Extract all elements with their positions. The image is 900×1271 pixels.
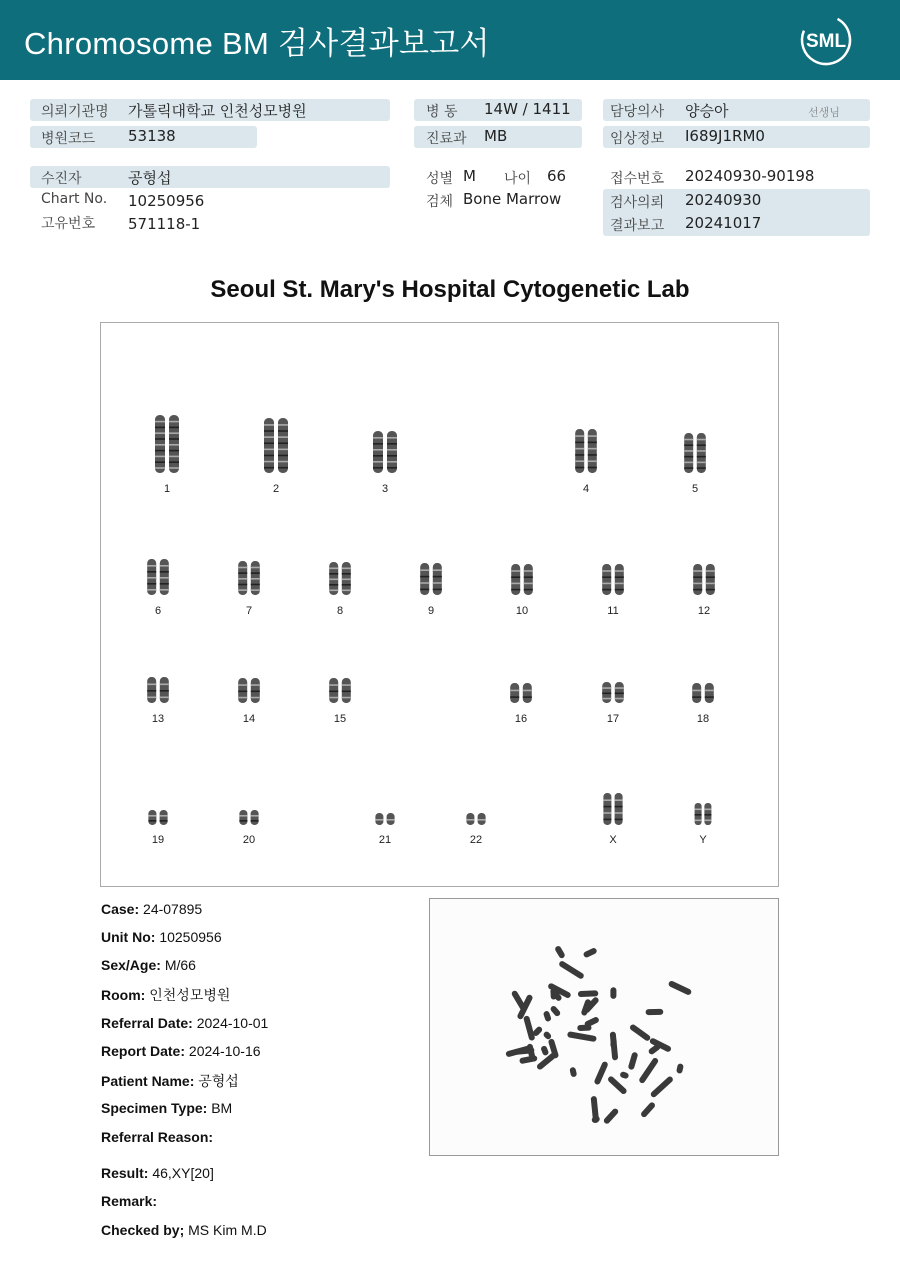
chr-label-x: X <box>609 834 617 846</box>
chromosome-pair-r3-1 <box>239 810 258 825</box>
metaphase-chromosome <box>603 1107 620 1125</box>
specimen-value: Bone Marrow <box>463 190 562 208</box>
lab-title: Seoul St. Mary's Hospital Cytogenetic Lab <box>210 276 690 303</box>
chromosome-pair-r3-2 <box>375 813 394 825</box>
chromosome-pair-r2-2 <box>329 678 351 703</box>
clinical-value: I689J1RM0 <box>685 127 765 145</box>
patient-label: 수진자 <box>41 171 82 187</box>
metaphase-chromosome <box>610 1038 617 1048</box>
report-sexage: Sex/Age: M/66 <box>101 957 196 973</box>
receipt-label: 접수번호 <box>610 171 665 187</box>
chromosome-pair-r1-4 <box>511 564 533 595</box>
chr-label-15: 15 <box>333 713 347 725</box>
doctor-suffix: 선생님 <box>808 106 840 119</box>
metaphase-chromosome <box>638 1057 659 1084</box>
report-label: 결과보고 <box>610 218 665 234</box>
age-value: 66 <box>547 167 567 185</box>
report-result: Result: 46,XY[20] <box>101 1165 214 1181</box>
patient-value: 공형섭 <box>128 169 172 187</box>
metaphase-chromosome <box>591 1115 601 1124</box>
karyotype-panel <box>100 322 779 887</box>
report-title: Chromosome BM 검사결과보고서 <box>24 26 490 61</box>
chr-label-10: 10 <box>515 605 529 617</box>
ward-value: 14W / 1411 <box>484 100 571 118</box>
metaphase-chromosome <box>554 945 566 959</box>
age-label: 나이 <box>504 171 532 187</box>
specimen-label: 검체 <box>426 194 454 210</box>
request-value: 20240930 <box>685 191 762 209</box>
chr-label-1: 1 <box>163 483 171 495</box>
unique-label: 고유번호 <box>41 216 96 232</box>
chromosome-pair-r0-1 <box>264 418 288 473</box>
metaphase-chromosome <box>619 1071 629 1079</box>
chr-label-18: 18 <box>696 713 710 725</box>
chromosome-pair-r1-3 <box>420 563 442 595</box>
chr-label-17: 17 <box>606 713 620 725</box>
chromosome-pair-r2-4 <box>602 682 624 703</box>
metaphase-chromosome <box>550 990 556 1000</box>
chr-label-2: 2 <box>272 483 280 495</box>
patient-bar <box>30 166 390 188</box>
report-report-date: Report Date: 2024-10-16 <box>101 1043 261 1059</box>
chr-label-22: 22 <box>469 834 483 846</box>
chromosome-pair-r0-4 <box>684 433 706 473</box>
report-specimen: Specimen Type: BM <box>101 1100 233 1116</box>
sex-label: 성별 <box>426 171 454 187</box>
metaphase-chromosome <box>549 1005 561 1018</box>
chromosome-pair-r3-4 <box>603 793 622 825</box>
metaphase-chromosome <box>511 990 527 1012</box>
metaphase-spread <box>430 899 778 1155</box>
doctor-label: 담당의사 <box>610 104 665 120</box>
chromosome-pair-r1-1 <box>238 561 260 595</box>
chr-label-y: Y <box>699 834 707 846</box>
request-label: 검사의뢰 <box>610 195 665 211</box>
report-remark: Remark: <box>101 1193 158 1209</box>
chr-label-3: 3 <box>381 483 389 495</box>
metaphase-chromosome <box>523 1015 535 1041</box>
metaphase-chromosome <box>593 1061 608 1086</box>
chr-label-11: 11 <box>607 605 619 617</box>
chromosome-pair-r1-0 <box>147 559 169 595</box>
chromosome-pair-r2-1 <box>238 678 260 703</box>
metaphase-chromosome <box>567 1031 597 1042</box>
institution-value: 가톨릭대학교 인천성모병원 <box>128 102 307 120</box>
metaphase-chromosome <box>610 987 616 999</box>
hospital-code-label: 병원코드 <box>41 131 96 147</box>
metaphase-image <box>429 898 779 1156</box>
metaphase-chromosome <box>640 1101 656 1118</box>
metaphase-chromosome <box>543 1010 552 1022</box>
ward-label: 병 동 <box>426 104 458 120</box>
chr-label-21: 21 <box>378 834 392 846</box>
metaphase-chromosome <box>578 990 599 997</box>
metaphase-chromosome <box>577 1025 591 1032</box>
chromosome-pair-r0-2 <box>373 431 397 473</box>
chromosome-pair-r2-0 <box>147 677 169 703</box>
chr-label-5: 5 <box>691 483 699 495</box>
dept-label: 진료과 <box>426 131 467 147</box>
metaphase-chromosome <box>569 1067 577 1078</box>
report-patient-name: Patient Name: 공형섭 <box>101 1073 239 1089</box>
report-checked-by: Checked by; MS Kim M.D <box>101 1222 267 1238</box>
unique-value: 571118-1 <box>128 215 201 233</box>
chr-label-6: 6 <box>154 605 162 617</box>
doctor-value: 양승아 <box>685 102 729 120</box>
chr-label-20: 20 <box>242 834 256 846</box>
chart-label: Chart No. <box>41 191 108 207</box>
chromosome-pair-r2-5 <box>692 683 714 703</box>
report-unit: Unit No: 10250956 <box>101 929 222 945</box>
hospital-code-value: 53138 <box>128 127 176 145</box>
clinical-label: 임상정보 <box>610 131 665 147</box>
chromosome-pair-r3-5 <box>695 803 712 825</box>
chromosome-pair-r3-0 <box>148 810 167 825</box>
chr-label-12: 12 <box>697 605 711 617</box>
sml-logo <box>796 12 856 68</box>
report-referral-reason: Referral Reason: <box>101 1129 214 1145</box>
metaphase-chromosome <box>540 1045 549 1056</box>
chr-label-8: 8 <box>336 605 344 617</box>
chromosome-pair-r1-5 <box>602 564 624 595</box>
metaphase-chromosome <box>629 1023 652 1042</box>
metaphase-chromosome <box>676 1063 684 1074</box>
metaphase-chromosome <box>628 1051 639 1070</box>
chromosome-pair-r1-2 <box>329 562 351 595</box>
chr-label-14: 14 <box>242 713 256 725</box>
report-room: Room: 인천성모병원 <box>101 987 231 1003</box>
metaphase-chromosome <box>668 980 693 996</box>
chromosome-pair-r0-3 <box>575 429 597 473</box>
chromosome-pair-r3-3 <box>466 813 485 825</box>
chart-value: 10250956 <box>128 192 205 210</box>
metaphase-chromosome <box>646 1009 664 1015</box>
report-referral-date: Referral Date: 2024-10-01 <box>101 1015 269 1031</box>
chromosome-pair-r0-0 <box>155 415 179 473</box>
chr-label-19: 19 <box>151 834 165 846</box>
chr-label-16: 16 <box>514 713 528 725</box>
chr-label-4: 4 <box>582 483 590 495</box>
chromosome-pair-r2-3 <box>510 683 532 703</box>
sex-value: M <box>463 167 476 185</box>
chr-label-9: 9 <box>427 605 435 617</box>
metaphase-chromosome <box>542 1030 552 1040</box>
dept-value: MB <box>484 127 508 145</box>
chromosome-pair-r1-6 <box>693 564 715 595</box>
report-header <box>0 0 900 80</box>
institution-label: 의뢰기관명 <box>41 104 109 120</box>
logo-text: SML <box>805 31 847 52</box>
chr-label-13: 13 <box>151 713 165 725</box>
metaphase-chromosome <box>583 947 598 958</box>
metaphase-chromosome <box>650 1075 675 1098</box>
metaphase-chromosome <box>558 960 585 980</box>
report-case: Case: 24-07895 <box>101 901 203 917</box>
chr-label-7: 7 <box>245 605 253 617</box>
receipt-value: 20240930-90198 <box>685 167 815 185</box>
report-value: 20241017 <box>685 214 762 232</box>
